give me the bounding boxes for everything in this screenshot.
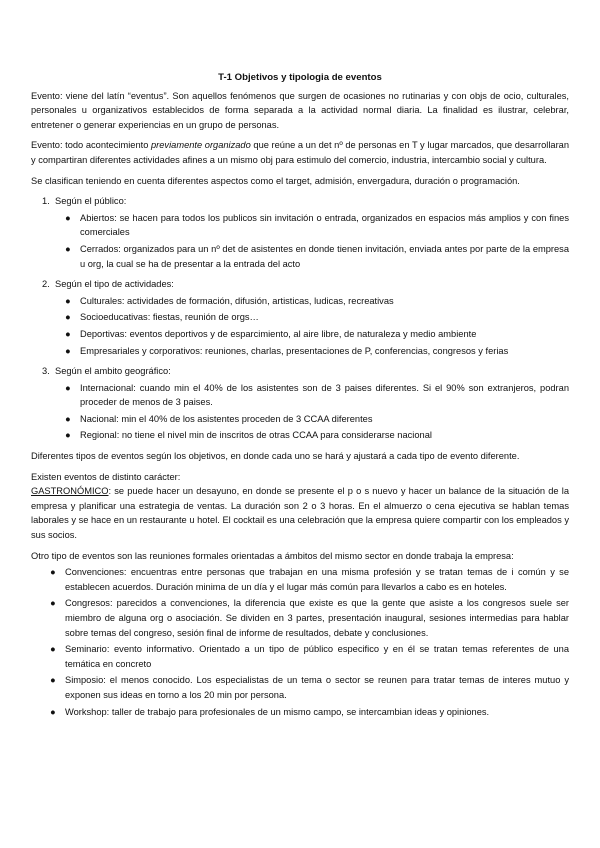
bullet-icon: ● (50, 706, 56, 717)
bullet-list (31, 294, 569, 358)
text-run: : se puede hacer un desayuno, en donde se presente el p o s nuevo y hacer un balance de la situación de la empresa y planificar una estrategia de ventas. La duración son 2 o 3 horas. En el almuerzo o cena ejecutiva se hablan temas laborales y se hace en un restaurante u hotel. El cocktail es una celebración que la empresa quiere compartir con los empleados y sus socios. (31, 486, 569, 541)
section-heading-text: Según el público: (55, 196, 127, 207)
list-item (52, 705, 569, 720)
section-number: 1. (42, 196, 50, 207)
list-item-text: Nacional: min el 40% de los asistentes proceden de 3 CCAA diferentes (80, 413, 373, 424)
list-item (67, 310, 569, 325)
list-item (67, 211, 569, 240)
section-heading-text: Según el tipo de actividades: (55, 279, 174, 290)
list-item-text: Culturales: actividades de formación, difusión, artisticas, ludicas, recreativas (80, 295, 394, 306)
list-item (52, 596, 569, 640)
list-item-text: Convenciones: encuentras entre personas que trabajan en una misma profesión y se tratan temas de i común y se establecen acuerdos. Duración minima de un día y el lugar más común para llevarlos a cabo es en hoteles. (65, 567, 569, 592)
list-item-text: Seminario: evento informativo. Orientado a un tipo de público especifico y en él se tratan temas referentes de una temática en concreto (65, 644, 569, 669)
list-item-text: Deportivas: eventos deportivos y de esparcimiento, al aire libre, de naturaleza y medio ambiente (80, 328, 477, 339)
list-item (67, 242, 569, 271)
list-item-text: Cerrados: organizados para un nº det de asistentes en donde tienen invitación, enviada antes por parte de la empresa u org, la cual se ha de presentar a la entrada del acto (80, 243, 569, 269)
list-item-text: Regional: no tiene el nivel min de inscritos de otras CCAA para considerarse nacional (80, 430, 432, 441)
section-actividades (31, 277, 569, 358)
list-item-text: Simposio: el menos conocido. Los especialistas de un tema o sector se reunen para tratar temas de interes mutuo y exponen sus ideas en torno a los 20 min por persona. (65, 675, 569, 700)
section-geografico (31, 364, 569, 443)
paragraph-clasificacion: Se clasifican teniendo en cuenta diferentes aspectos como el target, admisión, envergadura, duración o programación. (31, 175, 520, 186)
list-item (52, 642, 569, 671)
text-run: Evento: todo acontecimiento (31, 140, 151, 151)
list-item (67, 344, 569, 359)
bullet-icon: ● (50, 675, 56, 686)
paragraph-gastronomico (31, 484, 569, 542)
paragraph-reuniones-formales: Otro tipo de eventos son las reuniones formales orientadas a ámbitos del mismo sector en donde trabaja la empresa: (31, 550, 514, 561)
list-item-text: Internacional: cuando min el 40% de los asistentes son de 3 paises diferentes. Si el 90% son extranjeros, podran proceder de menos de 3 paises. (80, 382, 569, 408)
list-item (67, 294, 569, 309)
bullet-icon: ● (50, 567, 56, 578)
bullet-icon: ● (65, 430, 71, 441)
document-title: T-1 Objetivos y tipologia de eventos (218, 72, 382, 83)
list-item-text: Congresos: parecidos a convenciones, la diferencia que existe es que la gente que asiste a los congresos suele ser miembro de alguna org o asociación. Se dividen en 3 partes, presentación inaugural, sesiones intermedias para hablar sobre temas del congreso, sesión final de informe de resultados, debate y conclusiones. (65, 598, 569, 638)
section-heading (31, 364, 569, 379)
list-item (52, 565, 569, 594)
emphasis-text: previamente organizado (151, 140, 251, 151)
paragraph-tipos-objetivos: Diferentes tipos de eventos según los objetivos, en donde cada uno se hará y ajustará a cada tipo de evento diferente. (31, 451, 520, 462)
bullet-icon: ● (65, 312, 71, 323)
list-item (52, 673, 569, 702)
paragraph-evento-definition: Evento: viene del latín “eventus”. Son aquellos fenómenos que surgen de ocasiones no rutinarias y con objs de ocio, culturales, personales u organizativos establecidos de forma separada a la actividad normal diaria. La finalidad es ilustrar, celebrar, entretener o generar experiencias en un grupo de personas. (31, 90, 569, 130)
bullet-icon: ● (65, 328, 71, 339)
list-item-text: Empresariales y corporativos: reuniones, charlas, presentaciones de P, conferencias, congresos y ferias (80, 345, 509, 356)
list-item (67, 412, 569, 427)
bullet-icon: ● (65, 243, 71, 254)
paragraph-distinto-caracter: Existen eventos de distinto carácter: (31, 471, 181, 482)
list-item-text: Workshop: taller de trabajo para profesionales de un mismo campo, se intercambian ideas y opiniones. (65, 706, 490, 717)
paragraph-evento-organizado (31, 138, 569, 167)
section-publico (31, 194, 569, 271)
list-item-text: Abiertos: se hacen para todos los publicos sin invitación o entrada, organizados en espacios más amplios y con fines comerciales (80, 212, 569, 238)
bullet-icon: ● (65, 212, 71, 223)
bullet-icon: ● (50, 598, 56, 609)
section-number: 3. (42, 366, 50, 377)
bullet-icon: ● (50, 644, 56, 655)
section-heading (31, 277, 569, 292)
bullet-icon: ● (65, 413, 71, 424)
classification-list (31, 194, 569, 443)
section-number: 2. (42, 279, 50, 290)
section-heading-text: Según el ambito geográfico: (55, 366, 171, 377)
list-item-text: Socioeducativas: fiestas, reunión de orgs… (80, 312, 259, 323)
list-item (67, 428, 569, 443)
underlined-term: GASTRONÓMICO (31, 486, 109, 497)
bullet-list (31, 211, 569, 271)
bullet-icon: ● (65, 382, 71, 393)
bullet-icon: ● (65, 295, 71, 306)
text-run: que reúne a un det nº de personas en T y lugar marcados, que desarrollaran y compartiran diferentes actividades afines a un mismo obj para estimulo del comercio, industria, intercambio social y cultura. (31, 140, 570, 165)
list-item (67, 327, 569, 342)
section-heading (31, 194, 569, 209)
bullet-list (31, 381, 569, 443)
formal-events-list (31, 565, 569, 719)
list-item (67, 381, 569, 410)
bullet-icon: ● (65, 345, 71, 356)
